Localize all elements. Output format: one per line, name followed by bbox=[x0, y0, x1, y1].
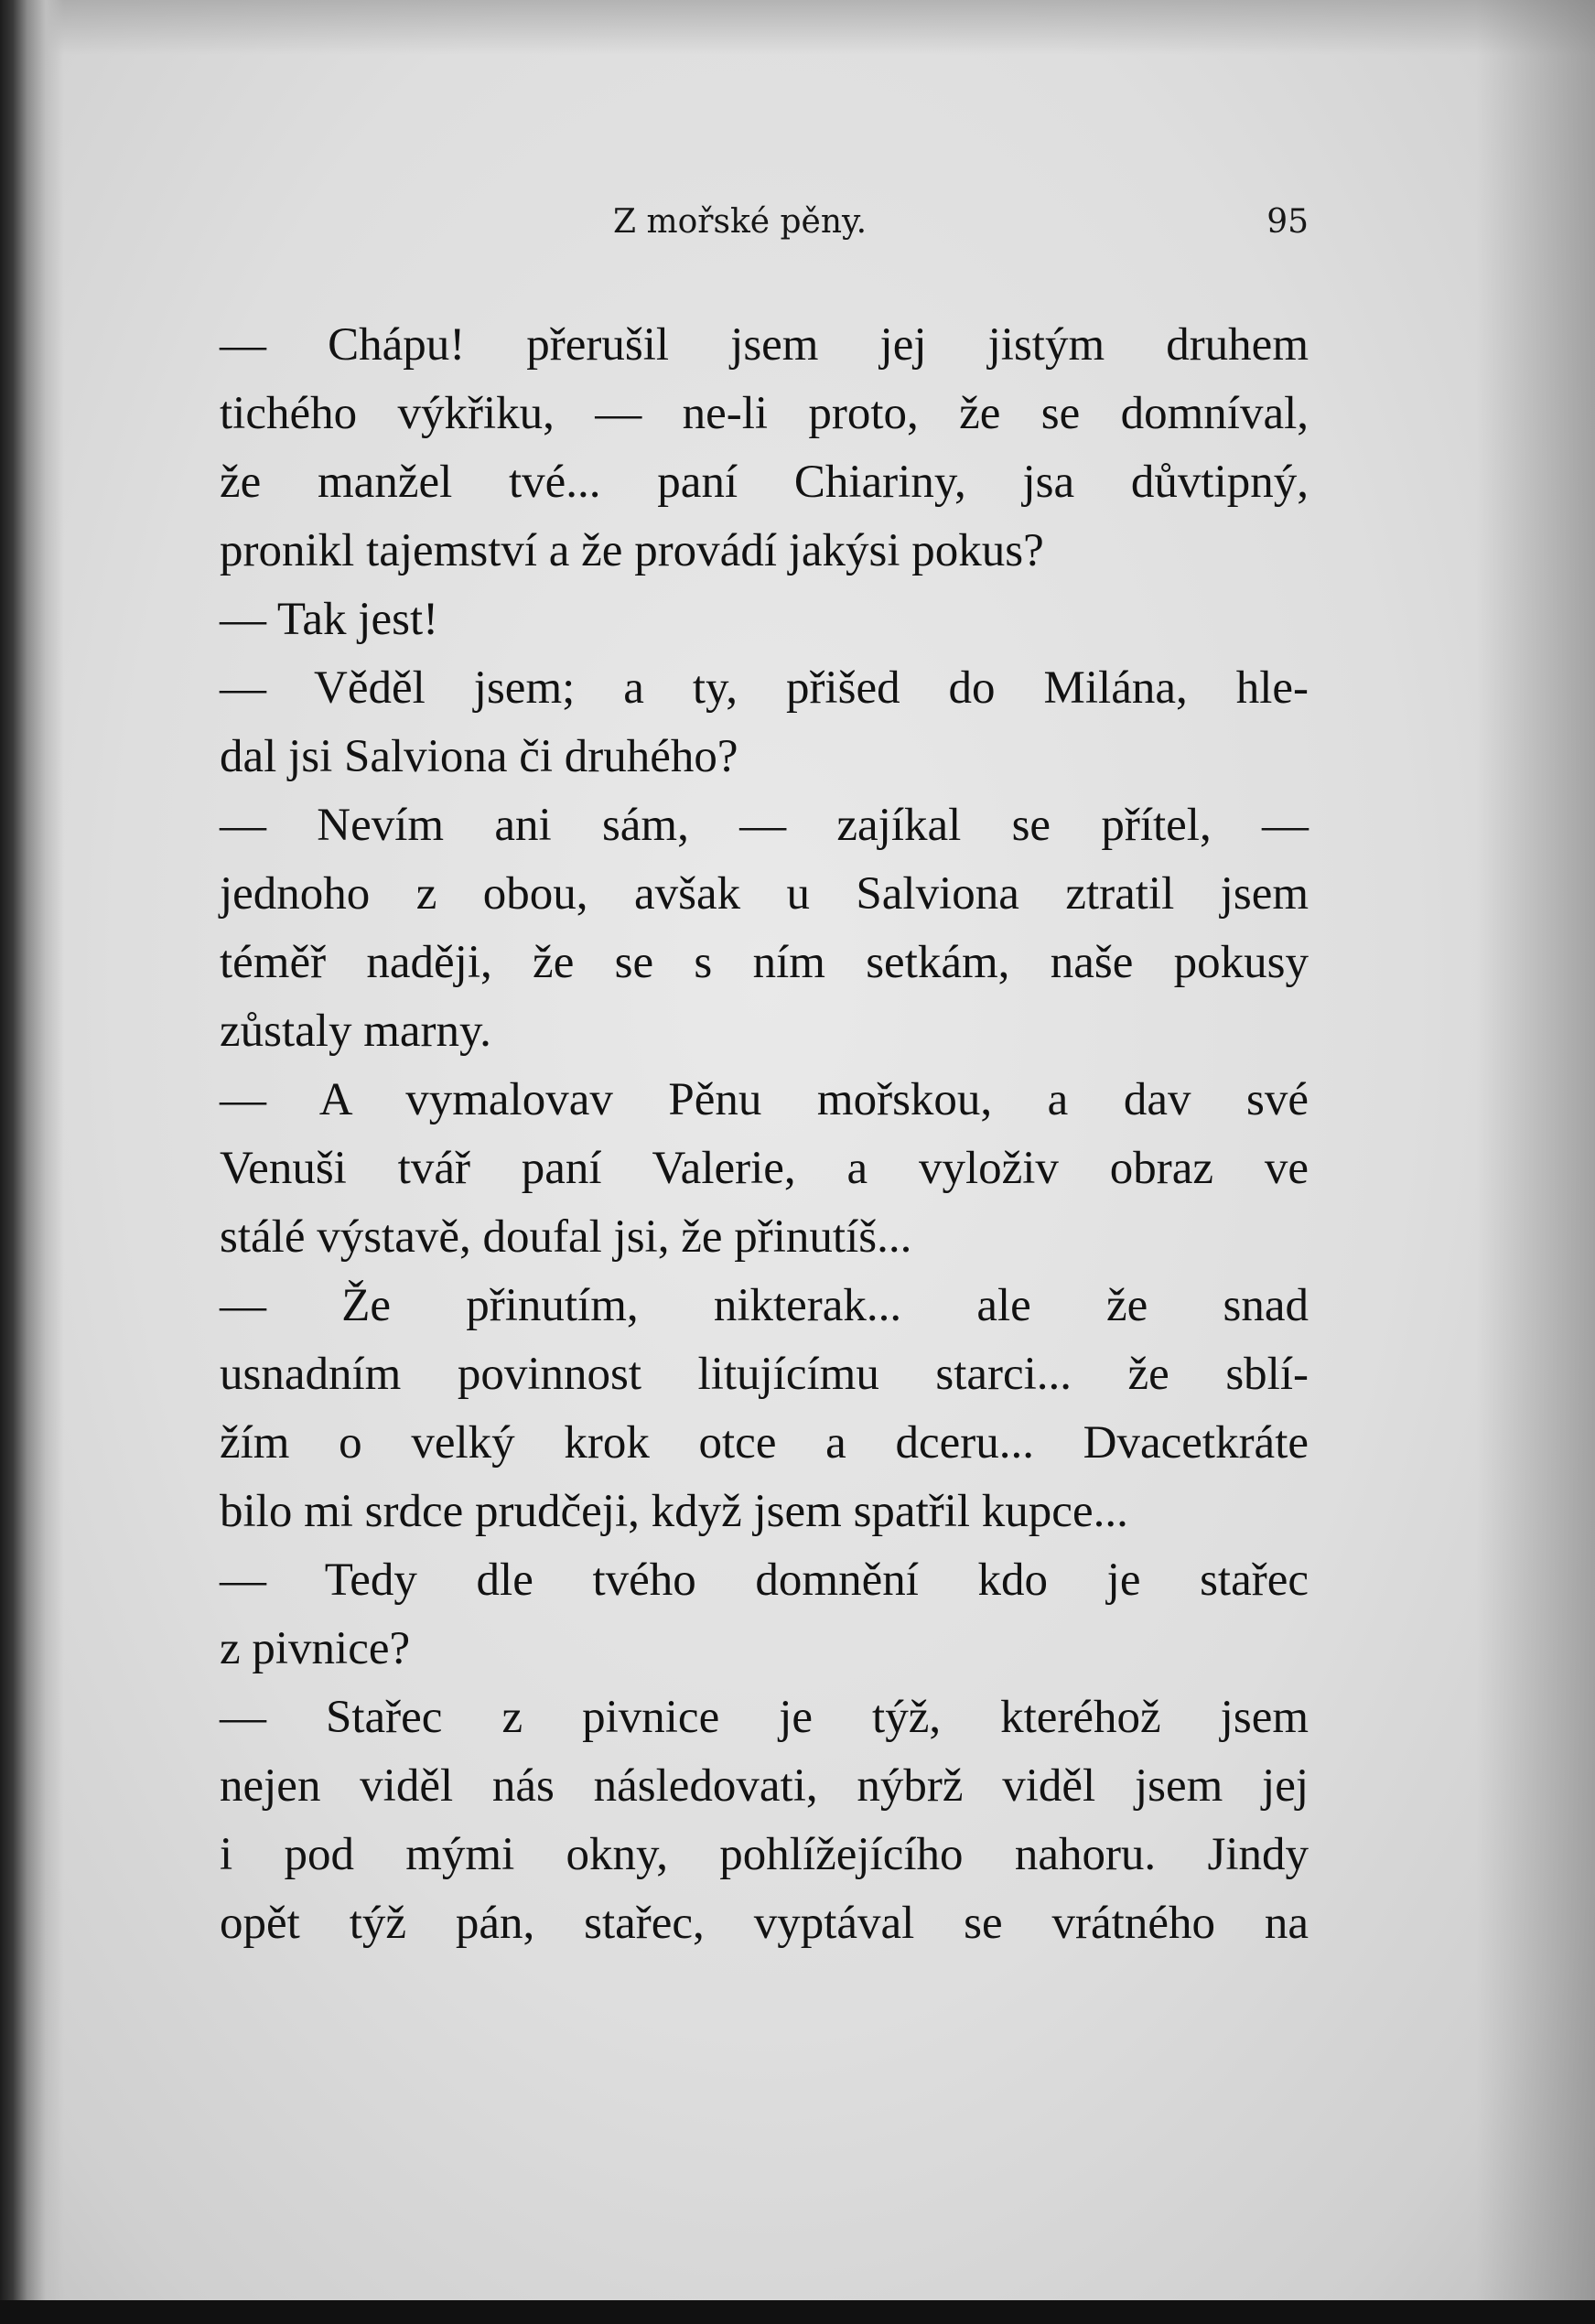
text-line: zůstaly marny. bbox=[220, 1006, 491, 1057]
text-line: stálé výstavě, doufal jsi, že přinutíš... bbox=[220, 1211, 912, 1263]
text-line: — Že přinutím, nikterak... ale že snad bbox=[220, 1280, 1309, 1331]
text-line: nejen viděl nás následovati, nýbrž viděl jsem jej bbox=[220, 1760, 1309, 1812]
text-line: jednoho z obou, avšak u Salviona ztratil jsem bbox=[220, 868, 1309, 920]
text-line: — Tak jest! bbox=[220, 594, 439, 645]
body-text bbox=[220, 311, 1309, 1958]
paragraph bbox=[220, 1684, 1309, 1958]
paragraph bbox=[220, 586, 1309, 654]
text-line: — Stařec z pivnice je týž, kteréhož jsem bbox=[220, 1692, 1309, 1743]
paragraph bbox=[220, 1546, 1309, 1684]
text-line: — Chápu! přerušil jsem jej jistým druhem bbox=[220, 319, 1309, 371]
text-line: i pod mými okny, pohlížejícího nahoru. Jindy bbox=[220, 1829, 1309, 1880]
paragraph bbox=[220, 311, 1309, 586]
page-right-shadow bbox=[1476, 0, 1595, 2324]
text-line: dal jsi Salviona či druhého? bbox=[220, 731, 738, 782]
page-bottom-edge bbox=[0, 2300, 1595, 2324]
text-line: z pivnice? bbox=[220, 1623, 411, 1674]
running-title: Z mořské pěny. bbox=[613, 203, 868, 241]
text-line: — Tedy dle tvého domnění kdo je stařec bbox=[220, 1555, 1309, 1606]
paragraph bbox=[220, 1272, 1309, 1546]
text-line: — Nevím ani sám, — zajíkal se přítel, — bbox=[220, 800, 1309, 851]
paragraph bbox=[220, 1066, 1309, 1272]
text-line: pronikl tajemství a že provádí jakýsi pokus? bbox=[220, 525, 1044, 576]
text-line: — A vymalovav Pěnu mořskou, a dav své bbox=[220, 1074, 1309, 1125]
text-line: Venuši tvář paní Valerie, a vyloživ obraz ve bbox=[220, 1143, 1309, 1194]
text-line: — Věděl jsem; a ty, přišed do Milána, hle- bbox=[220, 662, 1309, 714]
text-line: tichého výkřiku, — ne-li proto, že se domníval, bbox=[220, 388, 1309, 439]
page-number: 95 bbox=[1266, 203, 1309, 241]
text-line: opět týž pán, stařec, vyptával se vrátného na bbox=[220, 1898, 1309, 1949]
book-spine-shadow bbox=[0, 0, 64, 2324]
text-line: bilo mi srdce prudčeji, když jsem spatřil kupce... bbox=[220, 1486, 1128, 1537]
text-line: že manžel tvé... paní Chiariny, jsa důvtipný, bbox=[220, 457, 1309, 508]
running-head bbox=[220, 203, 1309, 249]
text-line: žím o velký krok otce a dceru... Dvacetkráte bbox=[220, 1417, 1309, 1469]
paragraph bbox=[220, 654, 1309, 791]
text-line: usnadním povinnost litujícímu starci... že sblí- bbox=[220, 1349, 1309, 1400]
text-line: téměř naději, že se s ním setkám, naše pokusy bbox=[220, 937, 1309, 988]
paragraph bbox=[220, 791, 1309, 1066]
page-top-shadow bbox=[0, 0, 1595, 55]
